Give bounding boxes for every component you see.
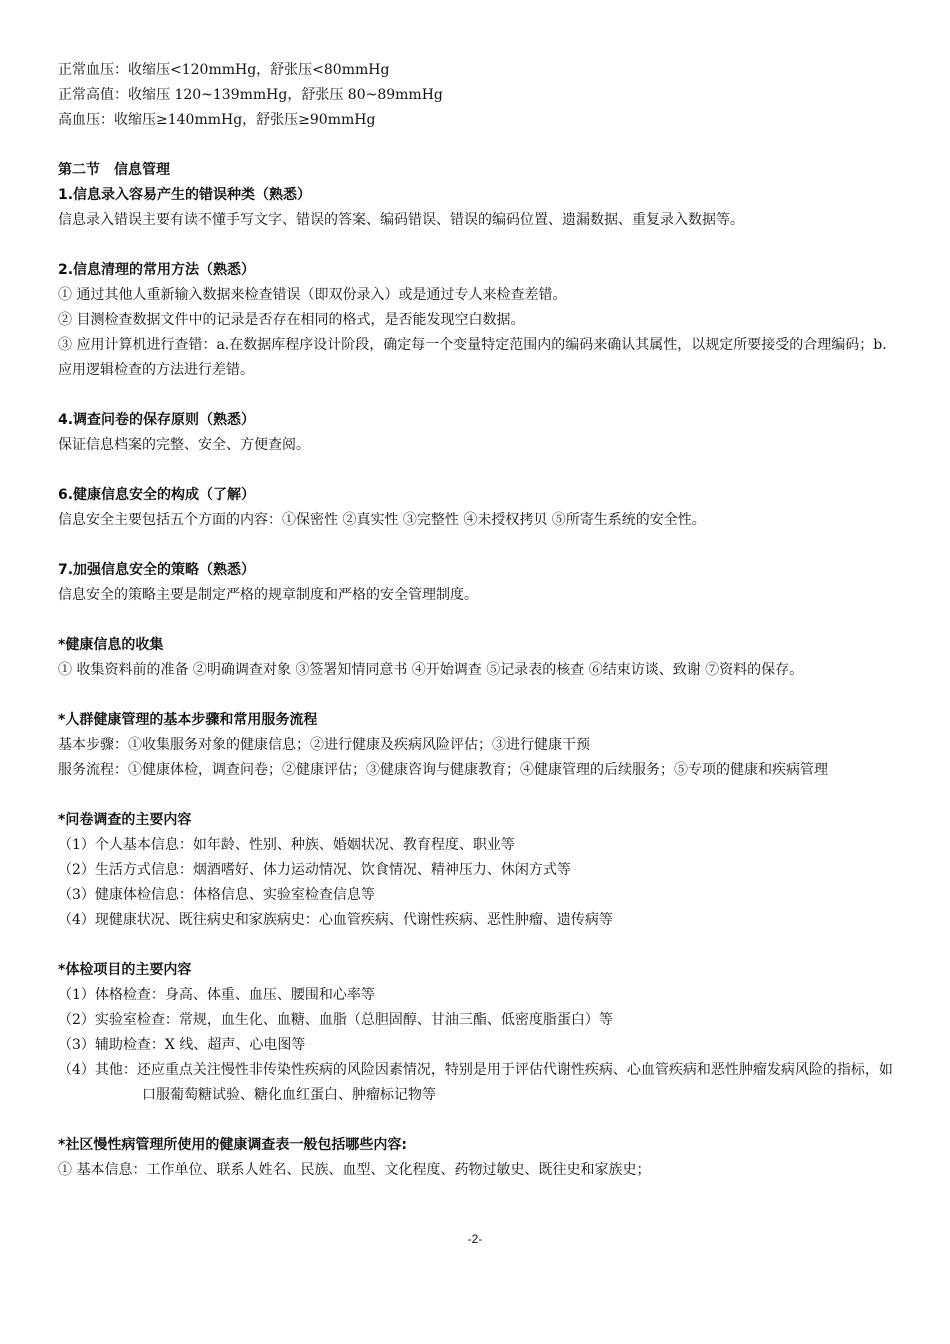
exam-item-3: （3）辅助检查：X 线、超声、心电图等 <box>58 1037 306 1053</box>
exam-item-2: （2）实验室检查：常规，血生化、血糖、血脂（总胆固醇、甘油三酯、低密度脂蛋白）等 <box>58 1012 613 1028</box>
s2-item-2: ② 目测检查数据文件中的记录是否存在相同的格式，是否能发现空白数据。 <box>58 312 525 328</box>
s7-body: 信息安全的策略主要是制定严格的规章制度和严格的安全管理制度。 <box>58 587 478 603</box>
steps-basic-label: 基本步骤： <box>58 737 128 753</box>
questionnaire-item-3: （3）健康体检信息：体格信息、实验室检查信息等 <box>58 887 375 903</box>
page-content <box>58 58 898 1183</box>
page-number: -2- <box>467 1232 483 1246</box>
steps-flow <box>58 758 898 783</box>
questionnaire-item-1: （1）个人基本信息：如年龄、性别、种族、婚姻状况、教育程度、职业等 <box>58 837 515 853</box>
s6-title: 6.健康信息安全的构成（了解） <box>58 487 256 503</box>
s2-title: 2.信息清理的常用方法（熟悉） <box>58 262 256 278</box>
questionnaire-item-2: （2）生活方式信息：烟酒嗜好、体力运动情况、饮食情况、精神压力、休闲方式等 <box>58 862 571 878</box>
section-title: 第二节 信息管理 <box>58 162 170 178</box>
community-item-1: ① 基本信息：工作单位、联系人姓名、民族、血型、文化程度、药物过敏史、既往史和家族史； <box>58 1162 651 1178</box>
questionnaire-item-4: （4）现健康状况、既往病史和家族病史：心血管疾病、代谢性疾病、恶性肿瘤、遗传病等 <box>58 912 613 928</box>
exam-title: *体检项目的主要内容 <box>58 962 192 978</box>
steps-flow-text: ①健康体检，调查问卷；②健康评估；③健康咨询与健康教育；④健康管理的后续服务；⑤专项的健康和疾病管理 <box>128 762 828 778</box>
collect-title: *健康信息的收集 <box>58 637 164 653</box>
steps-flow-label: 服务流程： <box>58 762 128 778</box>
s1-title: 1.信息录入容易产生的错误种类（熟悉） <box>58 187 312 203</box>
s6-body: 信息安全主要包括五个方面的内容：①保密性 ②真实性 ③完整性 ④未授权拷贝 ⑤所寄生系统的安全性。 <box>58 512 706 528</box>
community-title: *社区慢性病管理所使用的健康调查表一般包括哪些内容: <box>58 1137 407 1153</box>
exam-item-1: （1）体格检查：身高、体重、血压、腰围和心率等 <box>58 987 375 1003</box>
s1-body: 信息录入错误主要有读不懂手写文字、错误的答案、编码错误、错误的编码位置、遗漏数据、重复录入数据等。 <box>58 212 744 228</box>
collect-body: ① 收集资料前的准备 ②明确调查对象 ③签署知情同意书 ④开始调查 ⑤记录表的核查 ⑥结束访谈、致谢 ⑦资料的保存。 <box>58 662 804 678</box>
steps-basic <box>58 733 898 758</box>
exam-item-4: （4）其他：还应重点关注慢性非传染性疾病的风险因素情况，特别是用于评估代谢性疾病、心血管疾病和恶性肿瘤发病风险的指标，如口服葡萄糖试验、糖化血红蛋白、肿瘤标记物等 <box>58 1062 893 1103</box>
bp-high-normal: 正常高值：收缩压 120~139mmHg，舒张压 80~89mmHg <box>58 87 443 103</box>
bp-hypertension: 高血压：收缩压≥140mmHg，舒张压≥90mmHg <box>58 112 376 128</box>
s2-item-3: ③ 应用计算机进行查错：a.在数据库程序设计阶段，确定每一个变量特定范围内的编码来确认其属性，以规定所要接受的合理编码；b.应用逻辑检查的方法进行差错。 <box>58 337 887 378</box>
s4-title: 4.调查问卷的保存原则（熟悉） <box>58 412 256 428</box>
steps-basic-text: ①收集服务对象的健康信息；②进行健康及疾病风险评估；③进行健康干预 <box>128 737 590 753</box>
questionnaire-title: *问卷调查的主要内容 <box>58 812 192 828</box>
bp-normal: 正常血压：收缩压<120mmHg，舒张压<80mmHg <box>58 62 390 78</box>
s4-body: 保证信息档案的完整、安全、方便查阅。 <box>58 437 310 453</box>
s7-title: 7.加强信息安全的策略（熟悉） <box>58 562 256 578</box>
s2-item-1: ① 通过其他人重新输入数据来检查错误（即双份录入）或是通过专人来检查差错。 <box>58 287 567 303</box>
steps-title: *人群健康管理的基本步骤和常用服务流程 <box>58 712 318 728</box>
